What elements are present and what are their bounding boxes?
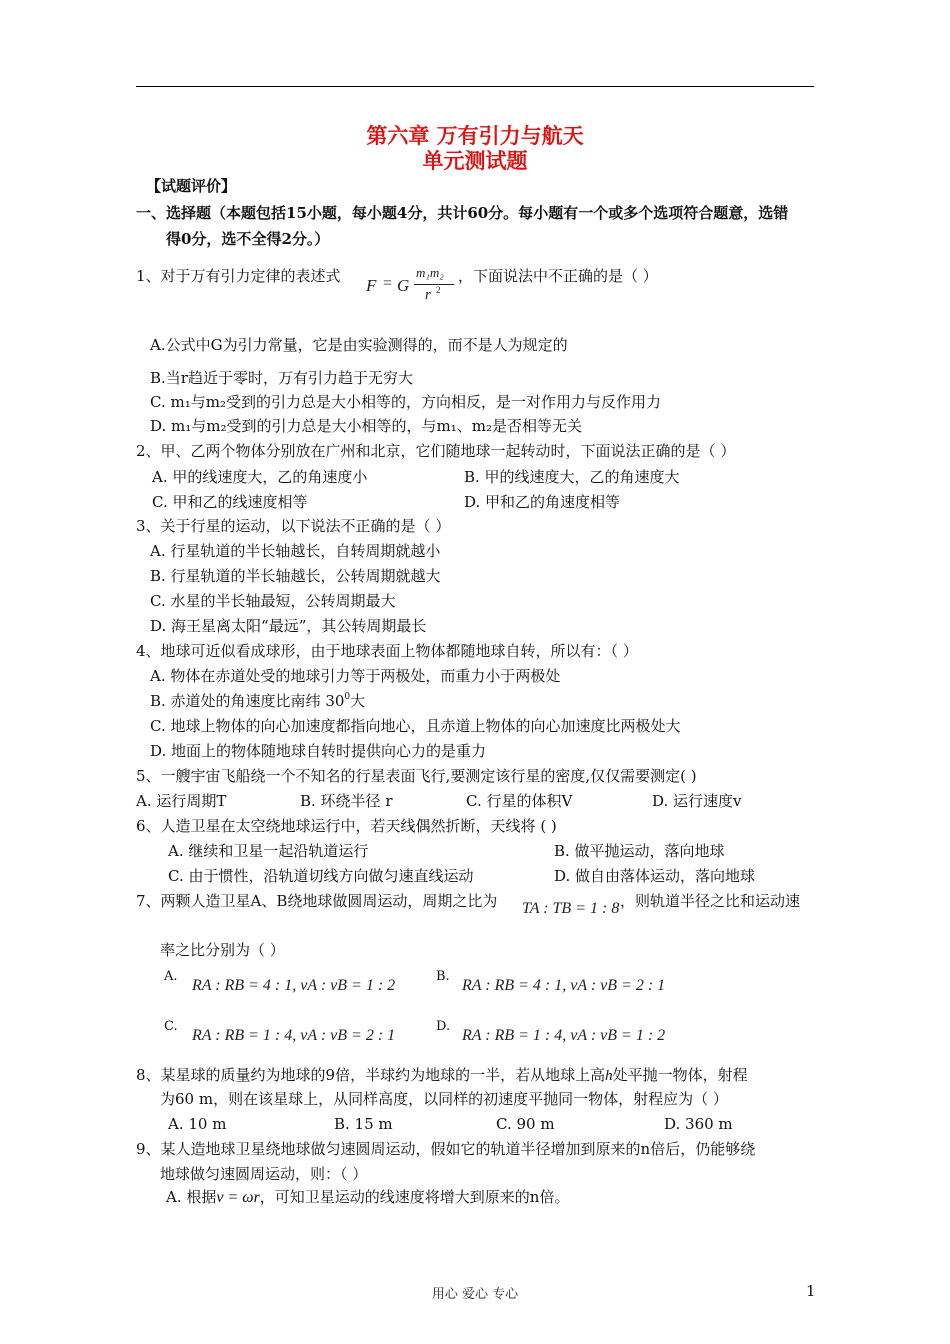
- q7-stem-pre: 7、两颗人造卫星A、B绕地球做圆周运动，周期之比为: [136, 892, 498, 910]
- q7-option-b-formula: RA : RB = 4 : 1, vA : vB = 2 : 1: [462, 977, 666, 994]
- q3-option-c: C. 水星的半长轴最短，公转周期最大: [150, 592, 396, 610]
- q8-stem-line1-pre: 8、某星球的质量约为地球的9倍，半球约为地球的一半，若从地球上高: [136, 1066, 606, 1084]
- q8-option-a: A. 10 m: [168, 1115, 227, 1133]
- q1-fraction-line: [414, 284, 454, 285]
- q5-option-b: B. 环绕半径 r: [300, 792, 393, 810]
- q7-option-c-label: C.: [164, 1019, 178, 1034]
- q7-stem-line2: 率之比分别为（ ）: [160, 941, 285, 959]
- q9-stem-line2: 地球做匀速圆周运动，则：（ ）: [160, 1165, 368, 1183]
- q5-stem: 5、一艘宇宙飞船绕一个不知名的行星表面飞行,要测定该行星的密度,仅仅需要测定( ): [136, 767, 697, 785]
- q1-formula-denominator: r: [425, 287, 431, 303]
- q8-height-symbol: h: [605, 1068, 613, 1084]
- q4-stem: 4、地球可近似看成球形，由于地球表面上物体都随地球自转，所以有：（ ）: [136, 642, 638, 660]
- q1-option-b: B.当r趋近于零时，万有引力趋于无穷大: [150, 369, 413, 387]
- header-rule: [136, 86, 814, 87]
- q7-option-a-label: A.: [164, 969, 178, 984]
- instructions-line-1: 一、选择题（本题包括15小题，每小题4分，共计60分。每小题有一个或多个选项符合题意，选错: [136, 204, 789, 222]
- q1-option-a: A.公式中G为引力常量，它是由实验测得的，而不是人为规定的: [150, 336, 568, 354]
- q8-option-b: B. 15 m: [334, 1115, 393, 1133]
- q7-option-a-formula: RA : RB = 4 : 1, vA : vB = 1 : 2: [192, 977, 396, 994]
- q1-option-c: C. m₁与m₂受到的引力总是大小相等的，方向相反，是一对作用力与反作用力: [150, 393, 661, 411]
- q9-option-a: [166, 1187, 569, 1208]
- q5-option-a: A. 运行周期T: [136, 792, 227, 810]
- q7-stem-post: ，则轨道半径之比和运动速: [620, 892, 801, 910]
- q7-option-d-formula: RA : RB = 1 : 4, vA : vB = 1 : 2: [462, 1027, 666, 1044]
- q1-stem-post: ，下面说法中不正确的是（ ）: [458, 267, 658, 285]
- q6-stem: 6、人造卫星在太空绕地球运行中，若天线偶然折断，天线将 ( ): [136, 817, 557, 835]
- q5-option-c: C. 行星的体积V: [466, 792, 573, 810]
- q8-stem-line2: 为60 m，则在该星球上，从同样高度，以同样的初速度平抛同一物体，射程应为（ ）: [160, 1090, 728, 1108]
- q4-option-b-pre: B. 赤道处的角速度比南纬 30: [150, 692, 345, 710]
- q6-option-d: D. 做自由落体运动，落向地球: [554, 867, 756, 885]
- page-title: 第六章 万有引力与航天: [366, 123, 584, 148]
- q6-option-b: B. 做平抛运动，落向地球: [554, 842, 725, 860]
- section-label: 【试题评价】: [146, 177, 237, 195]
- q3-stem: 3、关于行星的运动，以下说法不正确的是（ ）: [136, 517, 451, 535]
- q4-option-d: D. 地面上的物体随地球自转时提供向心力的是重力: [150, 742, 487, 760]
- q1-stem-pre: 1、对于万有引力定律的表述式: [136, 267, 341, 285]
- q6-option-c: C. 由于惯性，沿轨道切线方向做匀速直线运动: [168, 867, 474, 885]
- q8-stem-line1: [136, 1065, 748, 1086]
- q7-option-d-label: D.: [436, 1019, 451, 1034]
- q9-option-a-post: ，可知卫星运动的线速度将增大到原来的n倍。: [259, 1188, 570, 1206]
- q4-option-b-post: 大: [350, 692, 366, 710]
- page-number: 1: [806, 1282, 816, 1300]
- q1-option-d: D. m₁与m₂受到的引力总是大小相等的，与m₁、m₂是否相等无关: [150, 417, 582, 435]
- q4-option-c: C. 地球上物体的向心加速度都指向地心，且赤道上物体的向心加速度比两极处大: [150, 717, 681, 735]
- q2-option-b: B. 甲的线速度大，乙的角速度大: [464, 468, 680, 486]
- q4-option-b: [150, 691, 365, 714]
- q9-option-a-formula: v = ωr: [216, 1189, 260, 1206]
- q1-formula-exponent: 2: [436, 285, 441, 295]
- page-subtitle: 单元测试题: [422, 148, 528, 173]
- q1-formula-numerator: m₁m₂: [416, 265, 444, 280]
- q6-option-a: A. 继续和卫星一起沿轨道运行: [168, 842, 369, 860]
- q9-option-a-pre: A. 根据: [166, 1188, 217, 1206]
- q8-stem-line1-post: 处平抛一物体，射程: [612, 1066, 748, 1084]
- q7-option-b-label: B.: [436, 969, 450, 984]
- q8-option-c: C. 90 m: [496, 1115, 555, 1133]
- q3-option-d: D. 海王星离太阳“最远”，其公转周期最长: [150, 617, 427, 635]
- instructions-line-2: 得0分，选不全得2分。）: [166, 230, 330, 248]
- q4-option-b-degree: 0: [344, 692, 351, 702]
- q8-option-d: D. 360 m: [664, 1115, 733, 1133]
- q1-formula-G: G: [397, 276, 410, 295]
- q2-option-d: D. 甲和乙的角速度相等: [464, 493, 621, 511]
- q7-period-ratio: TA : TB = 1 : 8: [522, 900, 620, 917]
- q3-option-b: B. 行星轨道的半长轴越长，公转周期就越大: [150, 567, 441, 585]
- q7-option-c-formula: RA : RB = 1 : 4, vA : vB = 2 : 1: [192, 1027, 396, 1044]
- q4-option-a: A. 物体在赤道处受的地球引力等于两极处，而重力小于两极处: [150, 667, 561, 685]
- q9-stem-line1: 9、某人造地球卫星绕地球做匀速圆周运动，假如它的轨道半径增加到原来的n倍后，仍能够绕: [136, 1140, 756, 1158]
- q2-option-a: A. 甲的线速度大，乙的角速度小: [152, 468, 368, 486]
- q1-formula-F: F: [366, 276, 377, 295]
- q1-formula-eq: =: [383, 275, 393, 292]
- q2-option-c: C. 甲和乙的线速度相等: [152, 493, 308, 511]
- footer-text: 用心 爱心 专心: [431, 1287, 519, 1302]
- q2-stem: 2、甲、乙两个物体分别放在广州和北京，它们随地球一起转动时，下面说法正确的是（ ）: [136, 442, 736, 460]
- q5-option-d: D. 运行速度v: [652, 792, 742, 810]
- q3-option-a: A. 行星轨道的半长轴越长，自转周期就越小: [150, 542, 441, 560]
